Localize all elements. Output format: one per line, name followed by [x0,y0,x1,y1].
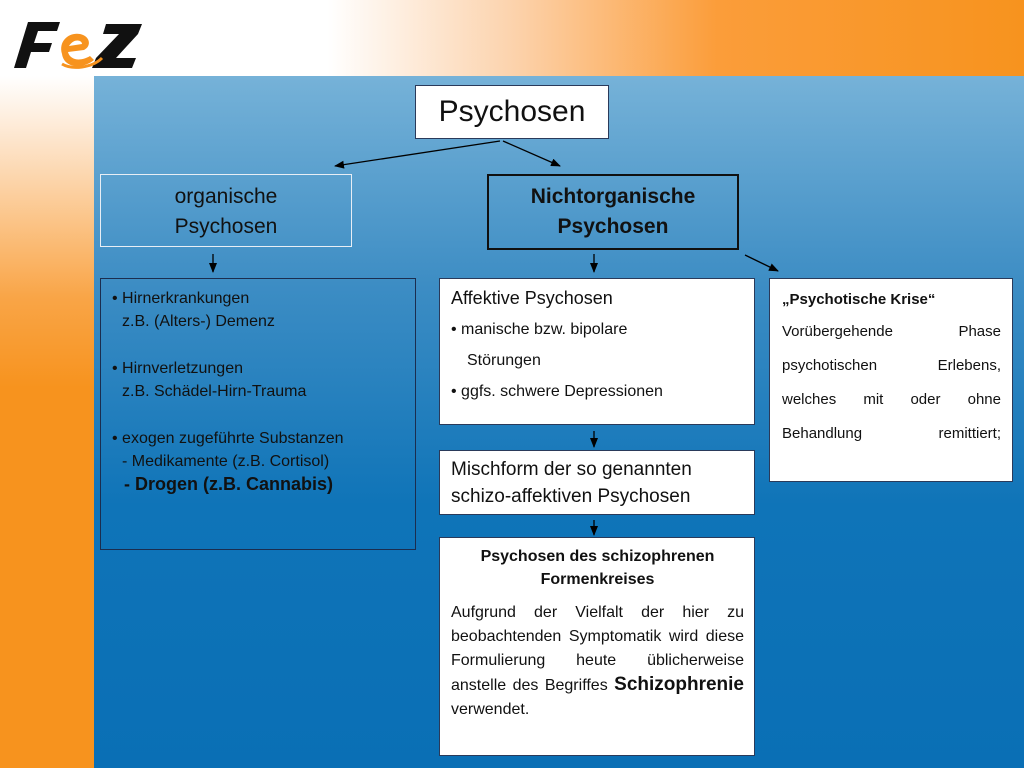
affective-title: Affektive Psychosen [451,288,613,308]
schizo-body-text: Aufgrund der Vielfalt der hier zu beobachtenden Symptomatik wird diese Formulierung heute üblicherweise anstelle des Begriffes [451,604,744,694]
arrow-nonorganic-to-crisis [745,255,778,271]
list-item-medication: - Medikamente (z.B. Cortisol) [122,453,330,470]
node-schizophrenic-spectrum [439,537,755,756]
list-item-substances: • exogen zugeführte Substanzen [112,430,344,447]
organic-line2: Psychosen [174,215,278,238]
nonorganic-line2: Psychosen [557,215,669,238]
arrow-root-to-organic [335,141,500,166]
organic-line1: organische [174,185,278,208]
affective-item-bipolar: • manische bzw. bipolare [451,321,628,338]
mixed-line1: Mischform der so genannten [451,459,692,480]
list-item-drugs: - Drogen (z.B. Cannabis) [124,474,334,494]
node-organic-psychoses [100,174,352,247]
affective-item-depression: • ggfs. schwere Depressionen [451,383,663,400]
schizo-body-term: Schizophrenie [614,674,744,695]
node-affective-psychoses [439,278,755,425]
schizo-body-end: verwendet. [451,701,530,718]
list-item-brain-injury: • Hirnverletzungen [112,360,243,377]
node-schizoaffective [439,450,755,515]
list-item-brain-injury-example: z.B. Schädel-Hirn-Trauma [122,383,307,400]
organic-causes-list [100,278,416,550]
arrow-root-to-nonorganic [503,141,560,166]
schizo-title: Psychosen des schizophrenen Formenkreises [480,548,715,588]
node-psychotic-crisis [769,278,1013,482]
list-item-brain-disease-example: z.B. (Alters-) Demenz [122,313,275,330]
affective-item-bipolar-cont: Störungen [467,352,541,369]
root-node-psychosen [415,85,609,139]
nonorganic-line1: Nichtorganische [530,185,696,208]
crisis-title: „Psychotische Krise“ [782,291,936,308]
crisis-body: Vorübergehende Phase psychotischen Erlebens, welches mit oder ohne Behandlung remittiert; [782,323,1001,442]
mixed-line2: schizo-affektiven Psychosen [451,486,691,507]
root-node-label: Psychosen [438,95,586,128]
list-item-brain-disease: • Hirnerkrankungen [112,290,250,307]
node-nonorganic-psychoses [487,174,739,250]
schizo-body [451,601,744,722]
